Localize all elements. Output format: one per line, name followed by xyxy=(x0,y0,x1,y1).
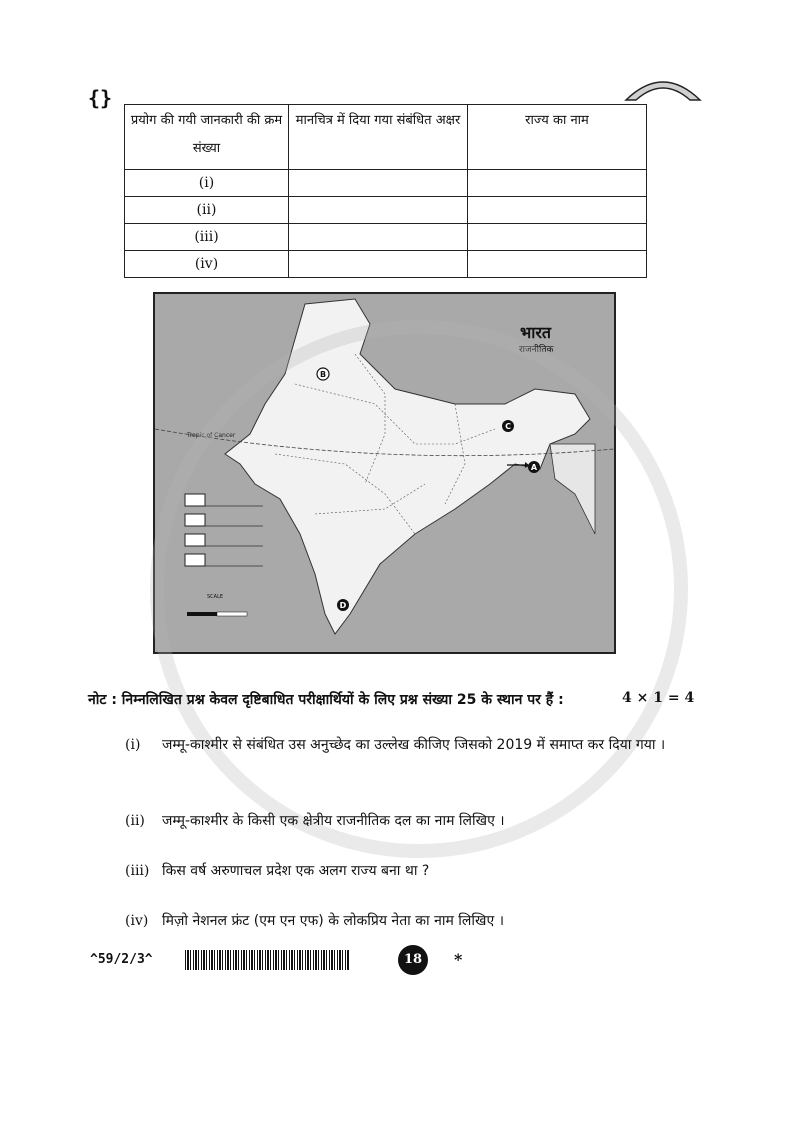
marker-c-label: C xyxy=(505,422,511,431)
table-cell-empty[interactable] xyxy=(468,170,647,197)
barcode-icon xyxy=(185,950,350,970)
marker-b-label: B xyxy=(319,370,327,379)
marker-d-label: D xyxy=(339,601,347,610)
map-subtitle: राजनीतिक xyxy=(519,345,554,355)
map-drawing xyxy=(155,294,614,652)
page-number: 18 xyxy=(398,945,428,975)
table-cell-empty[interactable] xyxy=(468,251,647,278)
table-row xyxy=(125,197,647,224)
table-header-serial: प्रयोग की गयी जानकारी की क्रम संख्या xyxy=(125,105,289,170)
table-cell-empty[interactable] xyxy=(468,224,647,251)
braces-mark: {} xyxy=(88,86,113,110)
table-row xyxy=(125,224,647,251)
table-cell-serial: (ii) xyxy=(125,197,289,224)
question-number: (ii) xyxy=(125,813,145,829)
question-number: (iii) xyxy=(125,863,150,879)
table-header-letter: मानचित्र में दिया गया संबंधित अक्षर xyxy=(289,105,468,170)
map-title: भारत xyxy=(520,323,552,342)
table-row xyxy=(125,170,647,197)
table-cell-empty[interactable] xyxy=(289,170,468,197)
question-text: जम्मू-काश्मीर के किसी एक क्षेत्रीय राजनीतिक दल का नाम लिखिए । xyxy=(162,813,505,829)
table-cell-empty[interactable] xyxy=(289,197,468,224)
table-cell-serial: (iii) xyxy=(125,224,289,251)
paper-code: ^59/2/3^ xyxy=(90,952,153,967)
star-mark: * xyxy=(454,950,463,969)
answer-table xyxy=(124,104,647,278)
note-text: नोट : निम्नलिखित प्रश्न केवल दृष्टिबाधित परीक्षार्थियों के लिए प्रश्न संख्या 25 के स्थान पर हैं : xyxy=(88,692,564,708)
marker-a-label: A xyxy=(530,463,538,472)
question-text: किस वर्ष अरुणाचल प्रदेश एक अलग राज्य बना था ? xyxy=(162,863,430,879)
question-text: जम्मू-काश्मीर से संबंधित उस अनुच्छेद का उल्लेख कीजिए जिसको 2019 में समाप्त कर दिया गया । xyxy=(162,737,666,753)
marks-allocation: 4 × 1 = 4 xyxy=(622,690,695,706)
question-number: (i) xyxy=(125,737,141,753)
scale-label: SCALE xyxy=(207,594,224,600)
corner-arc-icon xyxy=(622,70,704,104)
table-header-state: राज्य का नाम xyxy=(468,105,647,170)
tropic-label: Tropic of Cancer xyxy=(187,432,236,439)
table-cell-empty[interactable] xyxy=(468,197,647,224)
table-cell-serial: (iv) xyxy=(125,251,289,278)
question-number: (iv) xyxy=(125,913,149,929)
table-row xyxy=(125,251,647,278)
table-cell-serial: (i) xyxy=(125,170,289,197)
india-political-map xyxy=(153,292,616,654)
question-text: मिज़ो नेशनल फ्रंट (एम एन एफ) के लोकप्रिय नेता का नाम लिखिए । xyxy=(162,913,505,929)
table-cell-empty[interactable] xyxy=(289,224,468,251)
table-cell-empty[interactable] xyxy=(289,251,468,278)
